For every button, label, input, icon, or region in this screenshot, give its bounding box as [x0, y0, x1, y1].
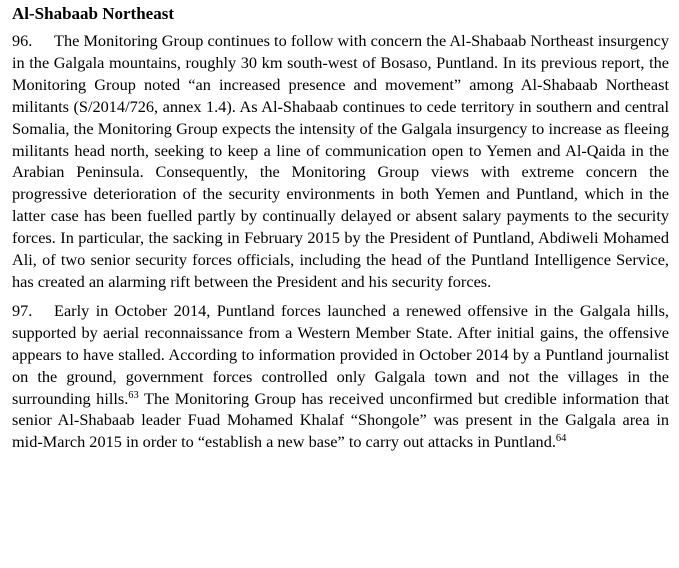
paragraph-text-continued: The Monitoring Group has received unconfirmed but credible information that senior Al-Shabaab leader Fuad Mohamed Khalaf “Shongole” was present in the Galgala area in mid-March 2015 in order to “establish a new base” to carry out attacks in Puntland. [12, 388, 669, 452]
section-heading: Al-Shabaab Northeast [12, 4, 174, 23]
paragraph-text: Early in October 2014, Puntland forces launched a renewed offensive in the Galgala hills, supported by aerial reconnaissance from a Western Member State. After initial gains, the offensive appears to have stalled. According to information provided in October 2014 by a Puntland journalist on the ground, government forces controlled only Galgala town and not the villages in the surrounding hills. [12, 300, 669, 408]
paragraph-number: 97. [12, 300, 33, 320]
paragraph-number: 96. [12, 31, 33, 50]
paragraph-97 [12, 300, 669, 453]
footnote-ref-63: 63 [128, 389, 139, 401]
paragraph-96 [12, 30, 669, 293]
paragraph-text: The Monitoring Group continues to follow with concern the Al-Shabaab Northeast insurgency in the Galgala mountains, roughly 30 km south-west of Bosaso, Puntland. In its previous report, the Monitoring Group noted “an increased presence and movement” among Al-Shabaab Northeast militants (S/2014/726, annex 1.4). As Al-Shabaab continues to cede territory in southern and central Somalia, the Monitoring Group expects the intensity of the Galgala insurgency to increase as fleeing militants head north, seeking to keep a line of communication open to Yemen and Al-Qaida in the Arabian Peninsula. Consequently, the Monitoring Group views with extreme concern the progressive deterioration of the security environments in both Yemen and Puntland, which in the latter case has been fuelled partly by continually delayed or absent salary payments to the security forces. In particular, the sacking in February 2015 by the President of Puntland, Abdiweli Mohamed Ali, of two senior security forces officials, including the head of the Puntland Intelligence Service, has created an alarming rift between the President and his security forces. [12, 31, 669, 291]
footnote-ref-64: 64 [555, 433, 567, 445]
